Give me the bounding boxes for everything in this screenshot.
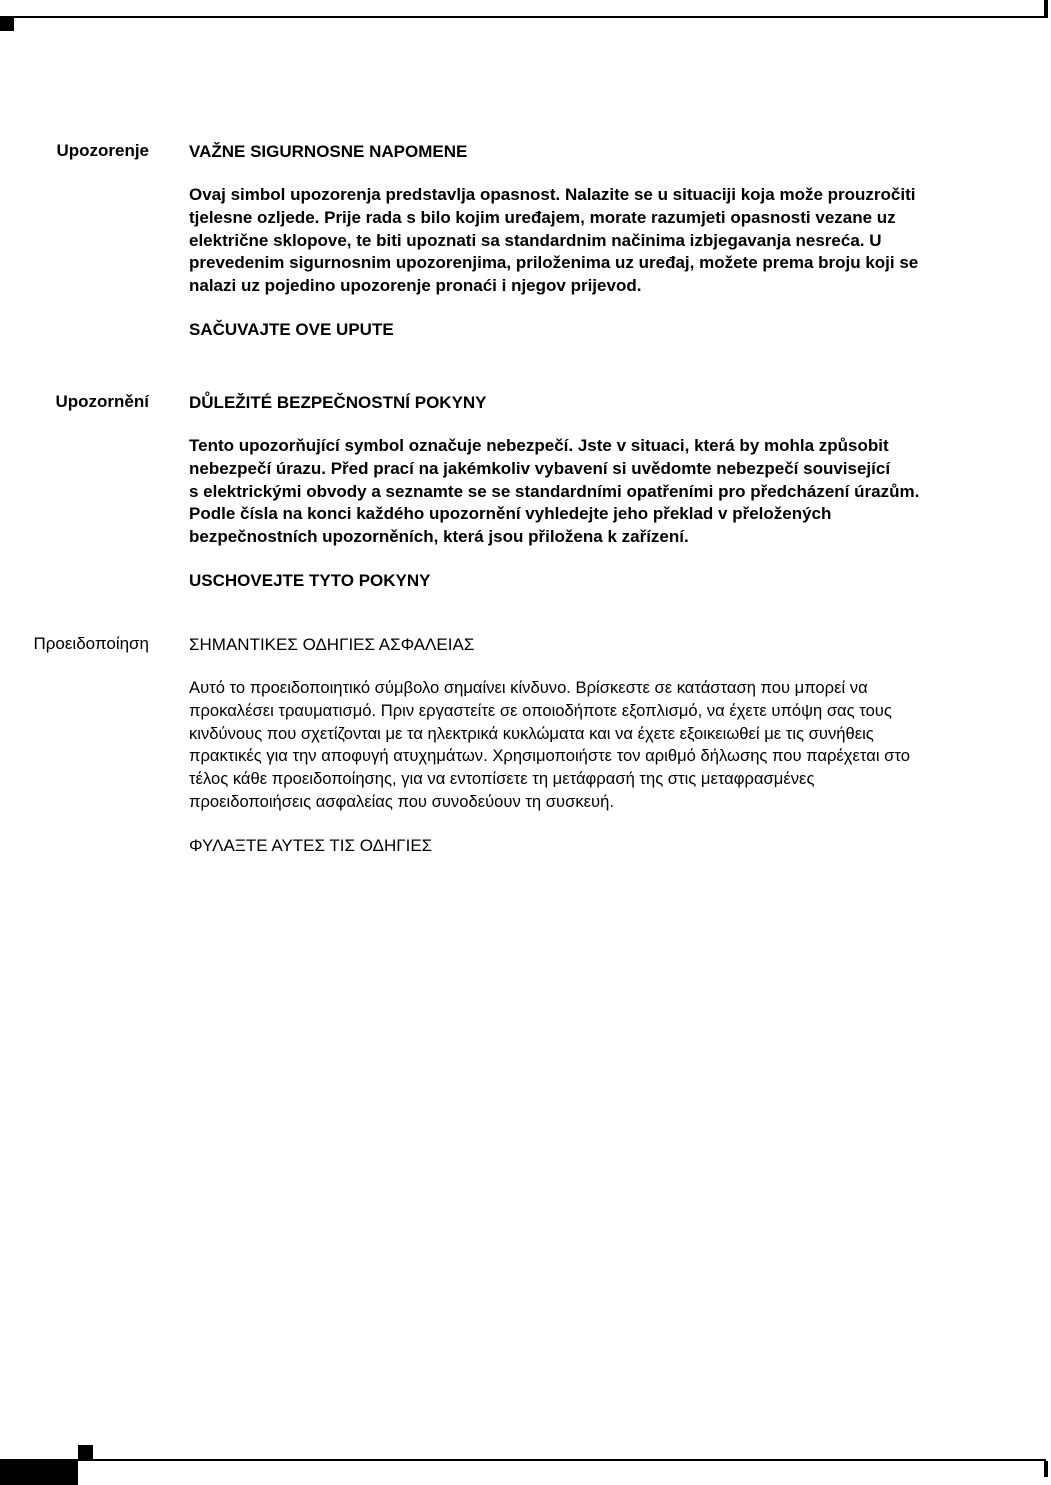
header-rule <box>0 16 1046 18</box>
warning-body <box>189 141 1019 341</box>
warning-footer: SAČUVAJTE OVE UPUTE <box>189 319 394 339</box>
footer-corner-mark <box>78 1445 93 1459</box>
text-line: τέλος κάθε προειδοποίησης, για να εντοπίσετε τη μετάφρασή της στις μεταφρασμένες <box>189 769 815 789</box>
warning-heading: VAŽNE SIGURNOSNE NAPOMENE <box>189 142 468 161</box>
text-line: κινδύνους που σχετίζονται με τα ηλεκτρικά κυκλώματα και να έχετε εξοικειωθεί με τις συνήθεις <box>189 723 874 743</box>
header-corner-mark <box>0 18 14 31</box>
text-line: nalazi uz pojedino upozorenje pronaći i njegov prijevod. <box>189 276 642 296</box>
warning-text <box>189 435 1019 549</box>
warning-label: Upozorenje <box>56 141 149 160</box>
text-line: bezpečnostních upozorněních, která jsou přiložena k zařízení. <box>189 527 689 547</box>
header-crop-mark <box>1044 0 1048 18</box>
text-line: Podle čísla na konci každého upozornění vyhledejte jeho překlad v přeložených <box>189 504 832 524</box>
warning-heading: DŮLEŽITÉ BEZPEČNOSTNÍ POKYNY <box>189 393 487 412</box>
text-line: prevedenim sigurnosnim upozorenjima, priloženima uz uređaj, možete prema broju koji se <box>189 253 919 273</box>
warning-label: Προειδοποίηση <box>33 634 149 653</box>
warning-body <box>189 392 1019 592</box>
text-line: s elektrickými obvody a seznamte se se standardními opatřeními pro předcházení úrazům. <box>189 481 920 501</box>
warning-body <box>189 634 1019 857</box>
text-line: nebezpečí úrazu. Před prací na jakémkoliv vybavení si uvědomte nebezpečí související <box>189 458 891 478</box>
text-line: προκαλέσει τραυματισμό. Πριν εργαστείτε σε οποιοδήποτε εξοπλισμό, να έχετε υπόψη σας τους <box>189 700 892 720</box>
warning-footer: USCHOVEJTE TYTO POKYNY <box>189 570 431 590</box>
warning-footer: ΦΥΛΑΞΤΕ ΑΥΤΕΣ ΤΙΣ ΟΔΗΓΙΕΣ <box>189 835 433 855</box>
text-line: električne sklopove, te biti upoznati sa standardnim načinima izbjegavanja nesreća. U <box>189 230 882 250</box>
footer-crop-mark <box>1044 1461 1048 1477</box>
text-line: πρακτικές για την αποφυγή ατυχημάτων. Χρησιμοποιήστε τον αριθμό δήλωσης που παρέχεται στο <box>189 746 910 766</box>
warning-heading: ΣΗΜΑΝΤΙΚΕΣ ΟΔΗΓΙΕΣ ΑΣΦΑΛΕΙΑΣ <box>189 635 475 654</box>
footer-rule <box>0 1459 1046 1461</box>
text-line: προειδοποιήσεις ασφαλείας που συνοδεύουν τη συσκευή. <box>189 791 614 811</box>
text-line: Αυτό το προειδοποιητικό σύμβολο σημαίνει κίνδυνο. Βρίσκεστε σε κατάσταση που μπορεί να <box>189 678 868 697</box>
warning-label: Upozornění <box>55 392 149 411</box>
footer-page-tab <box>0 1459 78 1485</box>
text-line: Ovaj simbol upozorenja predstavlja opasnost. Nalazite se u situaciji koja može prouzročiti <box>189 185 916 204</box>
text-line: tjelesne ozljede. Prije rada s bilo kojim uređajem, morate razumjeti opasnosti vezane uz <box>189 207 896 227</box>
warning-text <box>189 677 1019 814</box>
text-line: Tento upozorňující symbol označuje nebezpečí. Jste v situaci, která by mohla způsobit <box>189 436 889 455</box>
warning-text <box>189 184 1019 298</box>
